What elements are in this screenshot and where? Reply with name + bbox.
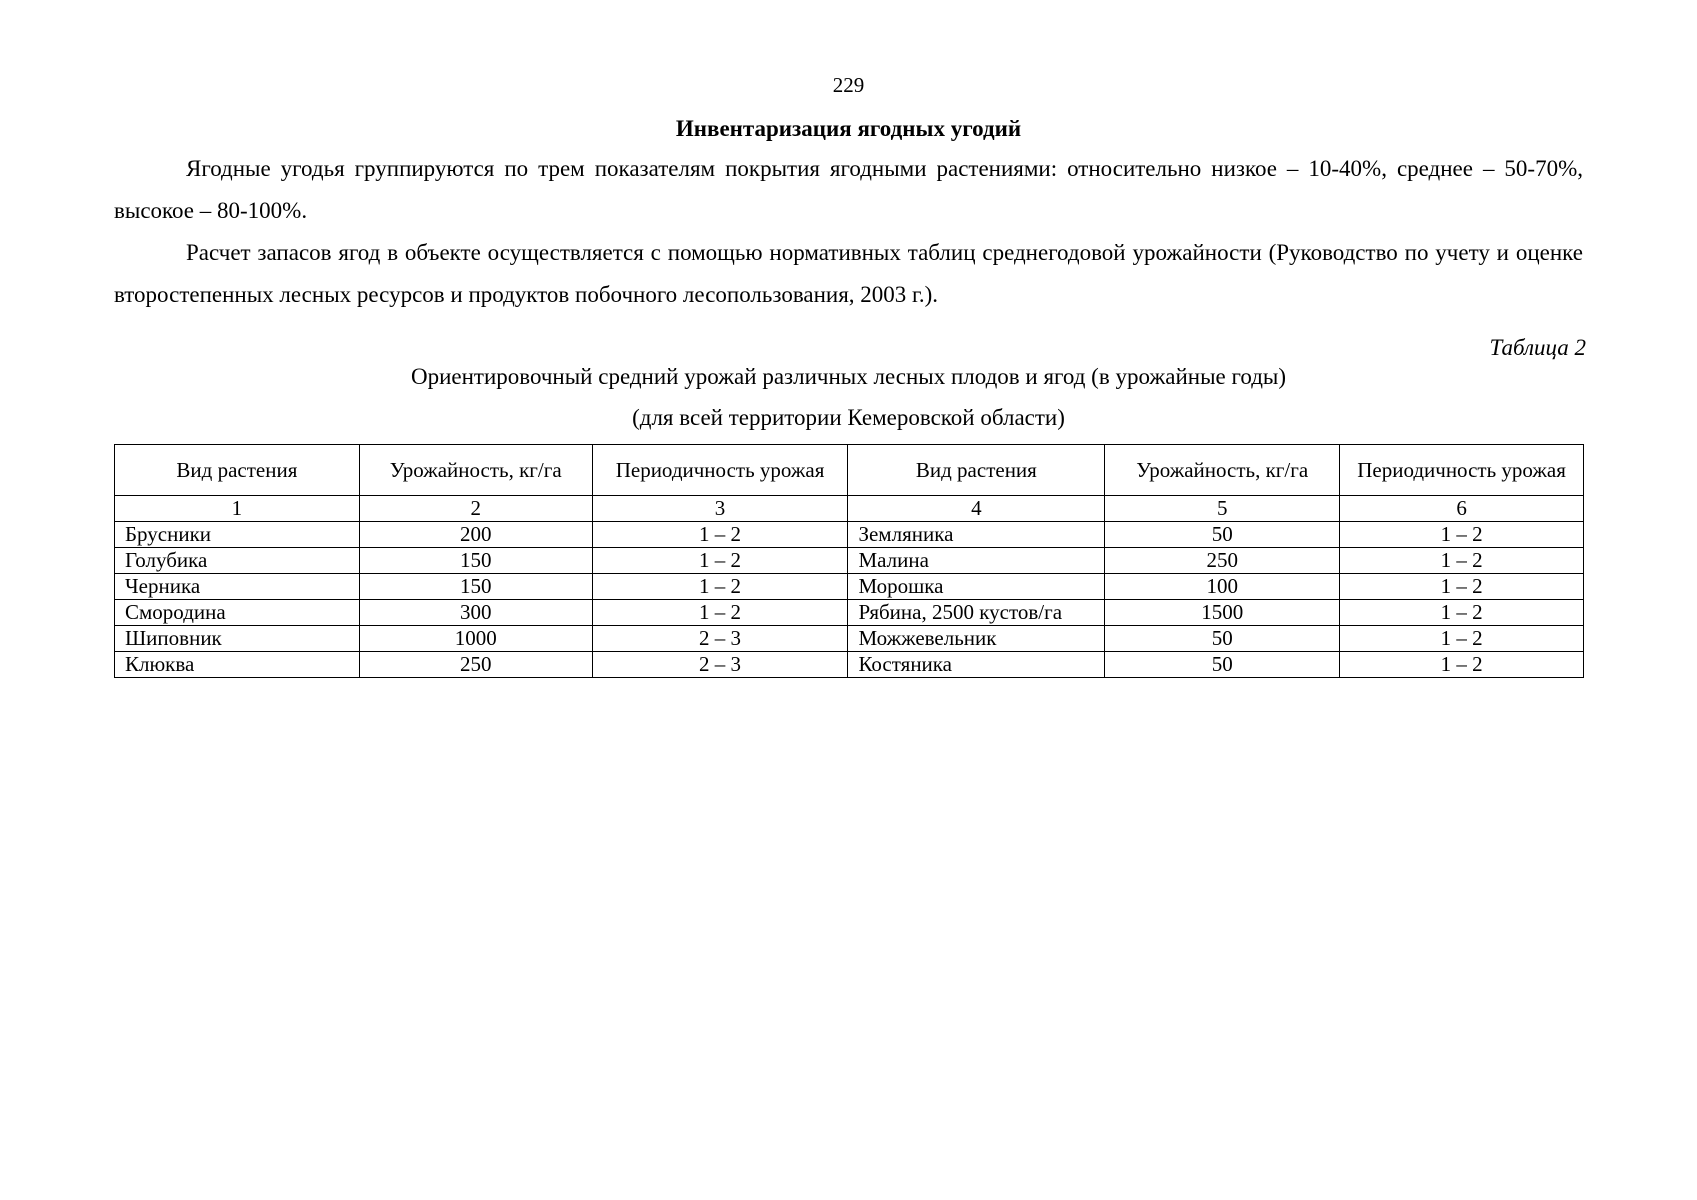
plant-name: Рябина, 2500 кустов/га (848, 600, 1105, 626)
column-header: Вид растения (848, 445, 1105, 496)
periodicity-value: 1 – 2 (592, 600, 848, 626)
plant-name: Шиповник (115, 626, 360, 652)
column-header: Урожайность, кг/га (359, 445, 592, 496)
plant-name: Брусники (115, 522, 360, 548)
plant-name: Можжевельник (848, 626, 1105, 652)
yield-value: 1500 (1105, 600, 1340, 626)
periodicity-value: 1 – 2 (592, 574, 848, 600)
yield-value: 150 (359, 548, 592, 574)
yield-value: 300 (359, 600, 592, 626)
periodicity-value: 1 – 2 (1340, 652, 1584, 678)
periodicity-value: 1 – 2 (592, 548, 848, 574)
yield-value: 50 (1105, 652, 1340, 678)
column-number: 1 (115, 496, 360, 522)
periodicity-value: 2 – 3 (592, 652, 848, 678)
plant-name: Костяника (848, 652, 1105, 678)
plant-name: Смородина (115, 600, 360, 626)
yield-value: 250 (359, 652, 592, 678)
column-number: 3 (592, 496, 848, 522)
column-header: Урожайность, кг/га (1105, 445, 1340, 496)
column-number: 6 (1340, 496, 1584, 522)
periodicity-value: 1 – 2 (1340, 522, 1584, 548)
table-row (115, 522, 1584, 548)
plant-name: Малина (848, 548, 1105, 574)
column-number: 2 (359, 496, 592, 522)
column-number-row (115, 496, 1584, 522)
table-label: Таблица 2 (1489, 335, 1586, 360)
periodicity-value: 1 – 2 (592, 522, 848, 548)
table-caption: Ориентировочный средний урожай различных лесных плодов и ягод (в урожайные годы) (410, 364, 1287, 389)
column-number: 4 (848, 496, 1105, 522)
column-number: 5 (1105, 496, 1340, 522)
yield-value: 150 (359, 574, 592, 600)
yield-value: 250 (1105, 548, 1340, 574)
periodicity-value: 1 – 2 (1340, 626, 1584, 652)
yield-value: 50 (1105, 522, 1340, 548)
yield-value: 200 (359, 522, 592, 548)
plant-name: Черника (115, 574, 360, 600)
column-header: Периодичность урожая (1340, 445, 1584, 496)
plant-name: Морошка (848, 574, 1105, 600)
column-header: Вид растения (115, 445, 360, 496)
table-row (115, 652, 1584, 678)
paragraph-coverage: Ягодные угодья группируются по трем показателям покрытия ягодными растениями: относительно низкое – 10-40%, среднее – 50-70%, высокое – 80-100%. (114, 156, 1583, 223)
table-row (115, 548, 1584, 574)
periodicity-value: 1 – 2 (1340, 600, 1584, 626)
table-row (115, 574, 1584, 600)
paragraph-calculation: Расчет запасов ягод в объекте осуществляется с помощью нормативных таблиц среднегодовой урожайности (Руководство по учету и оценке второстепенных лесных ресурсов и продуктов побочного лесопользования, 2003 г.). (114, 240, 1583, 307)
table-header-row (115, 445, 1584, 496)
plant-name: Голубика (115, 548, 360, 574)
yield-value: 100 (1105, 574, 1340, 600)
section-title: Инвентаризация ягодных угодий (675, 116, 1022, 141)
periodicity-value: 1 – 2 (1340, 548, 1584, 574)
plant-name: Клюква (115, 652, 360, 678)
periodicity-value: 1 – 2 (1340, 574, 1584, 600)
table-caption-subtitle: (для всей территории Кемеровской области) (632, 405, 1065, 430)
yield-table (114, 444, 1584, 678)
table-row (115, 600, 1584, 626)
column-header: Периодичность урожая (592, 445, 848, 496)
yield-value: 50 (1105, 626, 1340, 652)
page-number: 229 (832, 73, 865, 97)
yield-value: 1000 (359, 626, 592, 652)
table-row (115, 626, 1584, 652)
periodicity-value: 2 – 3 (592, 626, 848, 652)
plant-name: Земляника (848, 522, 1105, 548)
